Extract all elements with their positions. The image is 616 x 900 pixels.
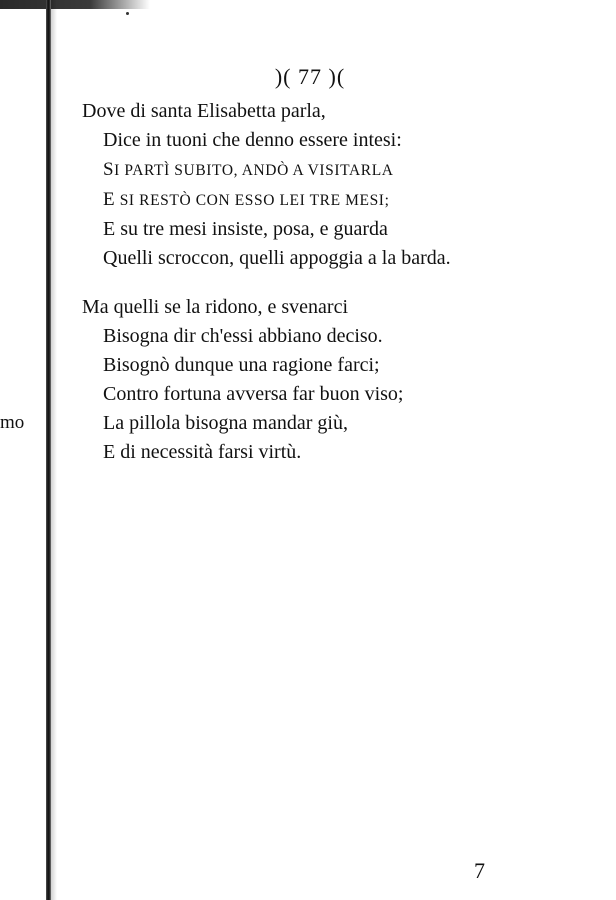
margin-text-fragment: mo bbox=[0, 412, 25, 433]
page-number: 7 bbox=[474, 858, 485, 883]
verse-initial: E bbox=[103, 189, 116, 210]
verse-line: Contro fortuna avversa far buon viso; bbox=[103, 383, 404, 405]
stanza-1 bbox=[82, 97, 451, 273]
verse-line: Dove di santa Elisabetta parla, bbox=[82, 100, 326, 122]
verse-line: Bisogna dir ch'essi abbiano deciso. bbox=[103, 325, 383, 347]
verse-initial: S bbox=[103, 159, 115, 180]
scan-edge-top bbox=[0, 0, 150, 9]
verse-line: Quelli scroccon, quelli appoggia a la barda. bbox=[103, 247, 451, 269]
verse-line: Dice in tuoni che denno essere intesi: bbox=[103, 129, 402, 151]
verse-line: Bisognò dunque una ragione farci; bbox=[103, 354, 380, 376]
scan-speck bbox=[126, 12, 129, 15]
verse-small-caps-text: SI RESTÒ CON ESSO LEI TRE MESI; bbox=[115, 192, 390, 209]
page-header-marker: )( 77 )( bbox=[274, 64, 346, 89]
page-header bbox=[0, 64, 616, 90]
verse-small-caps-text: I PARTÌ SUBITO, ANDÒ A VISITARLA bbox=[114, 162, 394, 179]
gutter-shadow bbox=[51, 0, 57, 900]
verse-line: Ma quelli se la ridono, e svenarci bbox=[82, 296, 349, 318]
stanza-2 bbox=[82, 293, 403, 467]
verse-line-small-caps bbox=[82, 185, 451, 215]
verse-line: La pillola bisogna mandar giù, bbox=[103, 412, 348, 434]
verse-line: E su tre mesi insiste, posa, e guarda bbox=[103, 218, 388, 240]
verse-line-small-caps bbox=[82, 155, 451, 185]
verse-line: E di necessità farsi virtù. bbox=[103, 441, 302, 463]
